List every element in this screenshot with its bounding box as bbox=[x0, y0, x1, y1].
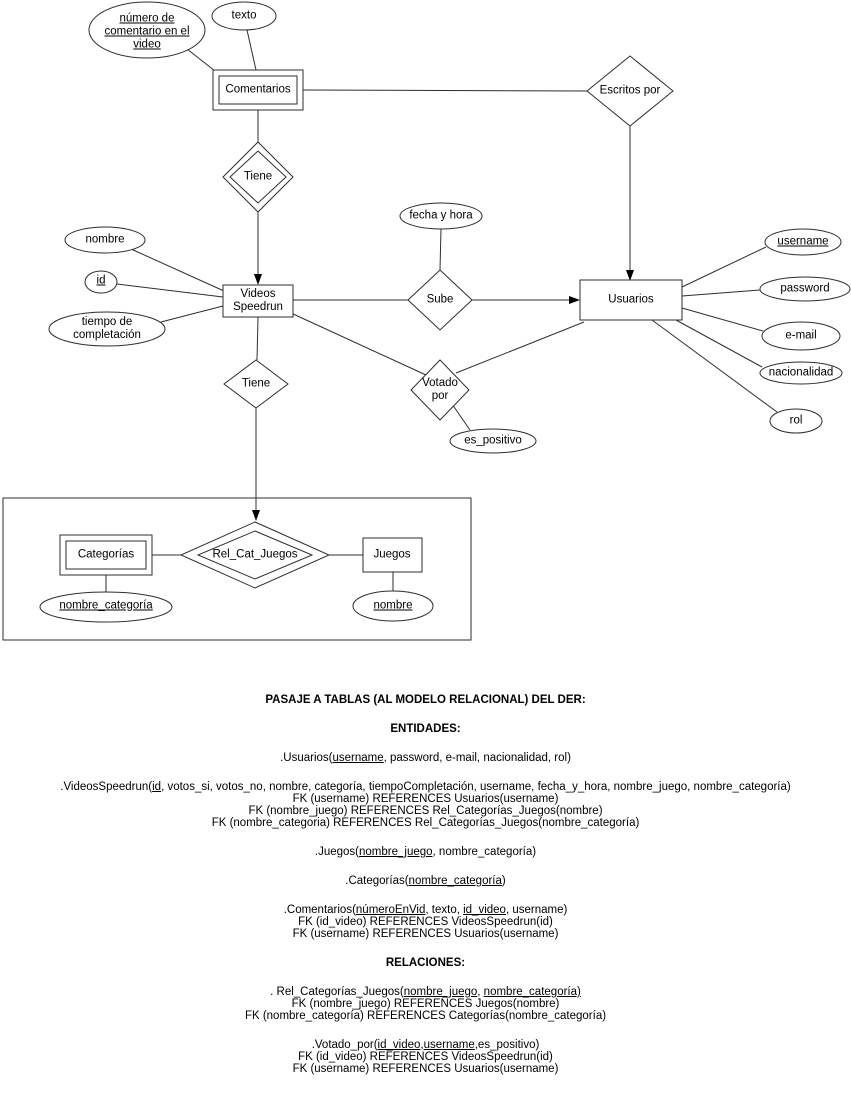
notes-votadopor-fk1: FK (id_video) REFERENCES VideosSpeedrun(id) bbox=[298, 1051, 553, 1063]
numero-comentario-attribute-label: número de comentario en el video bbox=[104, 12, 190, 51]
notes-relcatjuegos-table: . Rel_Categorías_Juegos(nombre_juego, nombre_categoría) bbox=[270, 986, 581, 998]
connector-nombre-videos bbox=[131, 249, 224, 291]
nombre-juego-attribute-label: nombre bbox=[373, 599, 413, 612]
tiene1-relationship-label: Tiene bbox=[243, 170, 273, 183]
notes-votadopor-table: .Votado_por(id_video,username,es_positivo) bbox=[311, 1039, 540, 1051]
tiene2-relationship-label: Tiene bbox=[241, 377, 271, 390]
id-attribute-label: id bbox=[96, 274, 106, 287]
email-attribute-label: e-mail bbox=[785, 329, 817, 342]
notes-usuarios-table: .Usuarios(username, password, e-mail, nacionalidad, rol) bbox=[280, 752, 571, 764]
nacionalidad-attribute-label: nacionalidad bbox=[768, 366, 834, 379]
notes-comentarios-fk1: FK (id_video) REFERENCES VideosSpeedrun(id) bbox=[298, 916, 553, 928]
comentarios-entity-label: Comentarios bbox=[225, 83, 291, 96]
username-attribute-label: username bbox=[777, 235, 829, 248]
arrowhead-sube-usuarios bbox=[569, 296, 580, 304]
notes-title: PASAJE A TABLAS (AL MODELO RELACIONAL) DEL DER: bbox=[265, 694, 586, 706]
connector-tiempo-videos bbox=[161, 306, 223, 322]
connector-usuarios-password bbox=[682, 290, 760, 296]
connector-usuarios-username bbox=[682, 247, 766, 287]
votado-por-relationship-label: Votado por bbox=[422, 377, 458, 402]
arrowhead-tiene2-relcat bbox=[252, 510, 260, 521]
connector-id-videos bbox=[117, 284, 223, 297]
notes-videosspeedrun-fk1: FK (username) REFERENCES Usuarios(username) bbox=[292, 793, 559, 805]
notes-comentarios-table: .Comentarios(númeroEnVid, texto, id_video, username) bbox=[283, 904, 568, 916]
escritos-por-relationship-label: Escritos por bbox=[599, 84, 661, 97]
connector-comentarios-escritospor bbox=[303, 90, 587, 91]
notes-heading-relaciones: RELACIONES: bbox=[385, 957, 466, 969]
connector-videos-tiene2 bbox=[257, 317, 258, 360]
tiempo-completacion-attribute-label: tiempo de completación bbox=[73, 316, 141, 341]
relational-model-notes bbox=[0, 694, 851, 1075]
usuarios-entity-label: Usuarios bbox=[608, 293, 654, 306]
notes-juegos-table: .Juegos(nombre_juego, nombre_categoría) bbox=[314, 846, 537, 858]
notes-videosspeedrun-table: .VideosSpeedrun(id, votos_si, votos_no, nombre, categoría, tiempoCompletación, username, fecha_y_hora, nombre_juego, nombre_categoría) bbox=[60, 781, 791, 793]
connector-texto-comentarios bbox=[247, 30, 256, 70]
texto-attribute-label: texto bbox=[231, 9, 257, 22]
connector-votadopor-usuarios bbox=[456, 322, 584, 373]
connector-videos-votadopor bbox=[291, 313, 426, 375]
password-attribute-label: password bbox=[780, 282, 830, 295]
notes-comentarios-fk2: FK (username) REFERENCES Usuarios(username) bbox=[292, 928, 559, 940]
rol-attribute-label: rol bbox=[789, 414, 803, 427]
es-positivo-attribute-label: es_positivo bbox=[464, 434, 522, 447]
arrowhead-tiene1-videos bbox=[254, 274, 262, 285]
connector-votadopor-espositivo bbox=[452, 404, 470, 430]
notes-videosspeedrun-fk2: FK (nombre_juego) REFERENCES Rel_Categorías_Juegos(nombre) bbox=[248, 805, 603, 817]
nombre-video-attribute-label: nombre bbox=[85, 233, 125, 246]
notes-videosspeedrun-fk3: FK (nombre_categoria) REFERENCES Rel_Categorías_Juegos(nombre_categoría) bbox=[211, 817, 640, 829]
sube-relationship-label: Sube bbox=[426, 293, 454, 306]
categorias-entity-label: Categorías bbox=[77, 548, 135, 561]
notes-relcatjuegos-fk1: FK (nombre_juego) REFERENCES Juegos(nombre) bbox=[291, 998, 560, 1010]
rel-cat-juegos-relationship-label: Rel_Cat_Juegos bbox=[212, 548, 298, 561]
connector-usuarios-email bbox=[682, 308, 763, 331]
connector-fecha-sube bbox=[440, 229, 441, 270]
nombre-categoria-attribute-label: nombre_categoría bbox=[59, 599, 153, 612]
arrowhead-escritospor-usuarios bbox=[626, 270, 634, 281]
juegos-entity-label: Juegos bbox=[373, 548, 411, 561]
fecha-hora-attribute-label: fecha y hora bbox=[409, 209, 473, 222]
notes-heading-entidades: ENTIDADES: bbox=[390, 723, 461, 735]
connector-numero-comentarios bbox=[187, 49, 215, 71]
notes-categorias-table: .Categorías(nombre_categoría) bbox=[345, 875, 506, 887]
notes-votadopor-fk2: FK (username) REFERENCES Usuarios(username) bbox=[292, 1063, 559, 1075]
videos-speedrun-entity-label: Videos Speedrun bbox=[233, 288, 283, 313]
notes-relcatjuegos-fk2: FK (nombre_categoría) REFERENCES Categorías(nombre_categoría) bbox=[244, 1010, 607, 1022]
